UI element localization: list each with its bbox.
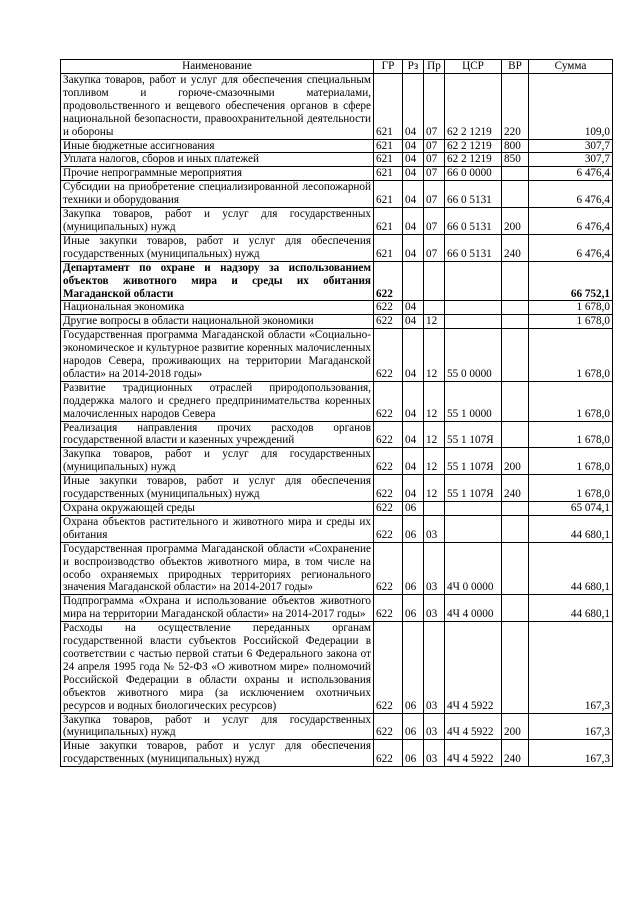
cell-sum: 65 074,1 — [529, 502, 613, 516]
cell-vr — [502, 301, 529, 315]
table-row — [61, 475, 613, 502]
cell-rz: 06 — [403, 502, 424, 516]
table-row — [61, 74, 613, 140]
table-row — [61, 234, 613, 261]
cell-csr — [445, 261, 502, 301]
cell-sum: 6 476,4 — [529, 234, 613, 261]
cell-vr: 200 — [502, 713, 529, 740]
cell-rz: 06 — [403, 622, 424, 713]
cell-gr: 621 — [374, 139, 403, 153]
cell-rz: 06 — [403, 515, 424, 542]
cell-pr: 12 — [424, 448, 445, 475]
cell-sum: 1 678,0 — [529, 448, 613, 475]
cell-gr: 621 — [374, 181, 403, 208]
header-pr: Пр — [424, 60, 445, 74]
cell-vr — [502, 261, 529, 301]
cell-pr: 03 — [424, 622, 445, 713]
cell-vr — [502, 315, 529, 329]
cell-sum: 167,3 — [529, 740, 613, 767]
cell-csr: 62 2 1219 — [445, 139, 502, 153]
cell-rz: 04 — [403, 475, 424, 502]
cell-csr: 55 1 107Я — [445, 475, 502, 502]
table-row — [61, 139, 613, 153]
table-row — [61, 261, 613, 301]
cell-rz: 04 — [403, 167, 424, 181]
cell-gr: 622 — [374, 315, 403, 329]
cell-csr: 66 0 5131 — [445, 181, 502, 208]
cell-sum: 6 476,4 — [529, 208, 613, 235]
cell-name: Развитие традиционных отраслей природопользования, поддержка малого и среднего предпринимательства коренных малочисленных народов Севера — [61, 381, 374, 421]
header-gr: ГР — [374, 60, 403, 74]
cell-vr — [502, 381, 529, 421]
cell-name: Другие вопросы в области национальной экономики — [61, 315, 374, 329]
cell-sum: 1 678,0 — [529, 421, 613, 448]
cell-pr: 12 — [424, 381, 445, 421]
table-row — [61, 315, 613, 329]
cell-gr: 622 — [374, 595, 403, 622]
cell-sum: 1 678,0 — [529, 329, 613, 382]
cell-csr: 4Ч 0 0000 — [445, 542, 502, 595]
cell-pr: 12 — [424, 315, 445, 329]
cell-rz: 04 — [403, 234, 424, 261]
cell-gr: 621 — [374, 74, 403, 140]
cell-rz: 04 — [403, 421, 424, 448]
cell-name: Иные закупки товаров, работ и услуг для обеспечения государственных (муниципальных) нужд — [61, 234, 374, 261]
cell-rz: 06 — [403, 595, 424, 622]
table-row — [61, 622, 613, 713]
cell-rz: 04 — [403, 301, 424, 315]
table-row — [61, 421, 613, 448]
table-row — [61, 167, 613, 181]
cell-csr: 55 1 107Я — [445, 421, 502, 448]
cell-name: Уплата налогов, сборов и иных платежей — [61, 153, 374, 167]
table-row — [61, 713, 613, 740]
table-row — [61, 208, 613, 235]
cell-sum: 44 680,1 — [529, 515, 613, 542]
cell-name: Охрана окружающей среды — [61, 502, 374, 516]
cell-pr: 07 — [424, 167, 445, 181]
cell-pr: 07 — [424, 234, 445, 261]
cell-gr: 621 — [374, 234, 403, 261]
cell-csr: 62 2 1219 — [445, 74, 502, 140]
cell-csr: 55 1 0000 — [445, 381, 502, 421]
cell-pr: 03 — [424, 713, 445, 740]
cell-sum: 1 678,0 — [529, 381, 613, 421]
cell-csr: 4Ч 4 5922 — [445, 622, 502, 713]
cell-csr: 66 0 5131 — [445, 208, 502, 235]
cell-vr — [502, 181, 529, 208]
table-row — [61, 542, 613, 595]
cell-vr — [502, 542, 529, 595]
cell-name: Государственная программа Магаданской области «Сохранение и воспроизводство объектов животного мира, в том числе на особо охраняемых природных территориях регионального значения Магаданской области» на 2014-2017 годы» — [61, 542, 374, 595]
cell-sum: 1 678,0 — [529, 315, 613, 329]
cell-vr: 200 — [502, 208, 529, 235]
cell-rz: 04 — [403, 74, 424, 140]
cell-sum: 1 678,0 — [529, 475, 613, 502]
cell-pr: 03 — [424, 542, 445, 595]
table-row — [61, 502, 613, 516]
cell-gr: 622 — [374, 542, 403, 595]
cell-csr: 55 1 107Я — [445, 448, 502, 475]
cell-sum: 167,3 — [529, 713, 613, 740]
cell-sum: 307,7 — [529, 139, 613, 153]
cell-name: Субсидии на приобретение специализированной лесопожарной техники и оборудования — [61, 181, 374, 208]
cell-vr: 220 — [502, 74, 529, 140]
cell-sum: 6 476,4 — [529, 181, 613, 208]
cell-name: Расходы на осуществление переданных органам государственной власти субъектов Российской Федерации в соответствии с частью первой статьи 6 Федерального закона от 24 апреля 1995 года № 52-ФЗ «О животном мире» полномочий Российской Федерации в области охраны и использования объектов животного мира (за исключением охотничьих ресурсов и водных биологических ресурсов) — [61, 622, 374, 713]
cell-csr — [445, 502, 502, 516]
cell-csr: 4Ч 4 0000 — [445, 595, 502, 622]
cell-gr: 621 — [374, 208, 403, 235]
header-sum: Сумма — [529, 60, 613, 74]
budget-table — [60, 59, 613, 767]
cell-gr: 622 — [374, 515, 403, 542]
table-row — [61, 153, 613, 167]
cell-vr: 240 — [502, 234, 529, 261]
cell-sum: 167,3 — [529, 622, 613, 713]
cell-rz: 06 — [403, 740, 424, 767]
cell-gr: 622 — [374, 421, 403, 448]
cell-vr — [502, 622, 529, 713]
cell-name: Иные закупки товаров, работ и услуг для обеспечения государственных (муниципальных) нужд — [61, 475, 374, 502]
table-row — [61, 381, 613, 421]
cell-sum: 6 476,4 — [529, 167, 613, 181]
cell-csr: 4Ч 4 5922 — [445, 713, 502, 740]
cell-gr: 622 — [374, 502, 403, 516]
cell-rz: 04 — [403, 139, 424, 153]
cell-pr: 07 — [424, 181, 445, 208]
header-rz: Рз — [403, 60, 424, 74]
cell-rz: 04 — [403, 153, 424, 167]
cell-gr: 621 — [374, 153, 403, 167]
header-csr: ЦСР — [445, 60, 502, 74]
cell-gr: 622 — [374, 713, 403, 740]
cell-pr: 07 — [424, 153, 445, 167]
cell-sum: 109,0 — [529, 74, 613, 140]
cell-name: Реализация направления прочих расходов органов государственной власти и казенных учреждений — [61, 421, 374, 448]
table-row — [61, 448, 613, 475]
table-header-row — [61, 60, 613, 74]
cell-name: Охрана объектов растительного и животного мира и среды их обитания — [61, 515, 374, 542]
cell-csr — [445, 301, 502, 315]
cell-pr — [424, 301, 445, 315]
cell-csr: 66 0 0000 — [445, 167, 502, 181]
cell-vr: 240 — [502, 475, 529, 502]
cell-name: Закупка товаров, работ и услуг для обеспечения специальным топливом и горюче-смазочными материалами, продовольственного и вещевого обеспечения органов в сфере национальной безопасности, правоохранительной деятельности и обороны — [61, 74, 374, 140]
cell-gr: 622 — [374, 329, 403, 382]
cell-pr: 03 — [424, 740, 445, 767]
cell-gr: 621 — [374, 167, 403, 181]
cell-rz: 04 — [403, 329, 424, 382]
cell-vr — [502, 329, 529, 382]
cell-pr: 03 — [424, 515, 445, 542]
cell-gr: 622 — [374, 381, 403, 421]
cell-gr: 622 — [374, 448, 403, 475]
cell-gr: 622 — [374, 301, 403, 315]
cell-vr — [502, 595, 529, 622]
cell-gr: 622 — [374, 740, 403, 767]
cell-name: Иные бюджетные ассигнования — [61, 139, 374, 153]
header-vr: ВР — [502, 60, 529, 74]
cell-csr — [445, 515, 502, 542]
table-row — [61, 329, 613, 382]
cell-pr: 12 — [424, 421, 445, 448]
cell-pr: 07 — [424, 139, 445, 153]
cell-vr — [502, 167, 529, 181]
cell-vr: 800 — [502, 139, 529, 153]
cell-vr — [502, 502, 529, 516]
cell-gr: 622 — [374, 475, 403, 502]
cell-gr: 622 — [374, 622, 403, 713]
table-row — [61, 595, 613, 622]
cell-rz: 06 — [403, 542, 424, 595]
header-name: Наименование — [61, 60, 374, 74]
cell-vr: 240 — [502, 740, 529, 767]
cell-name: Государственная программа Магаданской области «Социально-экономическое и культурное развитие коренных малочисленных народов Севера, проживающих на территории Магаданской области» на 2014-2018 годы» — [61, 329, 374, 382]
cell-pr — [424, 502, 445, 516]
cell-rz: 04 — [403, 315, 424, 329]
cell-rz: 04 — [403, 181, 424, 208]
cell-name: Подпрограмма «Охрана и использование объектов животного мира на территории Магаданской области» на 2014-2017 годы» — [61, 595, 374, 622]
cell-vr — [502, 515, 529, 542]
cell-sum: 66 752,1 — [529, 261, 613, 301]
cell-vr: 200 — [502, 448, 529, 475]
cell-csr — [445, 315, 502, 329]
cell-vr — [502, 421, 529, 448]
cell-sum: 44 680,1 — [529, 595, 613, 622]
table-row — [61, 740, 613, 767]
cell-name: Национальная экономика — [61, 301, 374, 315]
cell-pr: 07 — [424, 208, 445, 235]
cell-rz: 06 — [403, 713, 424, 740]
cell-rz: 04 — [403, 208, 424, 235]
cell-sum: 307,7 — [529, 153, 613, 167]
document-page — [60, 59, 620, 767]
table-row — [61, 301, 613, 315]
cell-name: Закупка товаров, работ и услуг для государственных (муниципальных) нужд — [61, 448, 374, 475]
cell-csr: 4Ч 4 5922 — [445, 740, 502, 767]
cell-csr: 62 2 1219 — [445, 153, 502, 167]
cell-name: Департамент по охране и надзору за использованием объектов животного мира и среды их обитания Магаданской области — [61, 261, 374, 301]
table-row — [61, 181, 613, 208]
cell-name: Иные закупки товаров, работ и услуг для обеспечения государственных (муниципальных) нужд — [61, 740, 374, 767]
cell-pr — [424, 261, 445, 301]
cell-rz: 04 — [403, 381, 424, 421]
cell-sum: 1 678,0 — [529, 301, 613, 315]
cell-vr: 850 — [502, 153, 529, 167]
cell-name: Прочие непрограммные мероприятия — [61, 167, 374, 181]
table-row — [61, 515, 613, 542]
cell-rz — [403, 261, 424, 301]
cell-csr: 66 0 5131 — [445, 234, 502, 261]
cell-pr: 12 — [424, 329, 445, 382]
cell-name: Закупка товаров, работ и услуг для государственных (муниципальных) нужд — [61, 208, 374, 235]
cell-name: Закупка товаров, работ и услуг для государственных (муниципальных) нужд — [61, 713, 374, 740]
cell-sum: 44 680,1 — [529, 542, 613, 595]
cell-csr: 55 0 0000 — [445, 329, 502, 382]
cell-rz: 04 — [403, 448, 424, 475]
cell-gr: 622 — [374, 261, 403, 301]
cell-pr: 07 — [424, 74, 445, 140]
cell-pr: 03 — [424, 595, 445, 622]
cell-pr: 12 — [424, 475, 445, 502]
